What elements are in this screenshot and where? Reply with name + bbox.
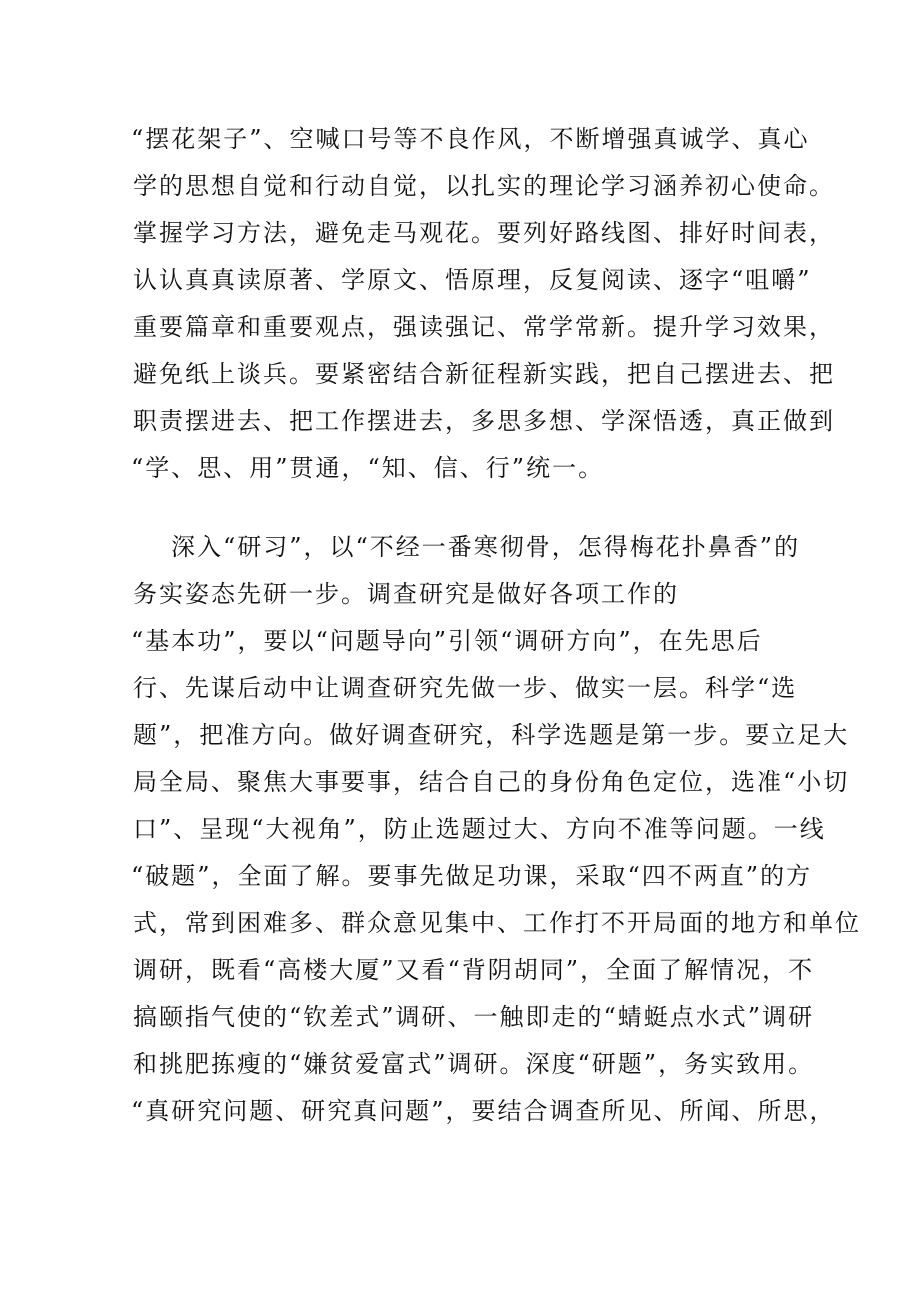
text-line: 重要篇章和重要观点，强读强记、常学常新。提升学习效果， <box>133 313 835 341</box>
text-line: 务实姿态先研一步。调查研究是做好各项工作的 <box>133 580 679 608</box>
text-line: 调研，既看“高楼大厦”又看“背阴胡同”，全面了解情况，不 <box>133 956 815 984</box>
text-line: “破题”，全面了解。要事先做足功课，采取“四不两直”的方 <box>131 862 813 890</box>
text-line: 深入“研习”，以“不经一番寒彻骨，怎得梅花扑鼻香”的 <box>171 533 801 561</box>
text-line: 避免纸上谈兵。要紧密结合新征程新实践，把自己摆进去、把 <box>133 360 835 388</box>
text-line: “学、思、用”贯通，“知、信、行”统一。 <box>131 454 605 482</box>
text-line: “摆花架子”、空喊口号等不良作风，不断增强真诚学、真心 <box>131 125 810 153</box>
text-line: 口”、呈现“大视角”，防止选题过大、方向不准等问题。一线 <box>133 815 826 843</box>
text-line: 局全局、聚焦大事要事，结合自己的身份角色定位，选准“小切 <box>133 768 850 796</box>
text-line: “基本功”，要以“问题导向”引领“调研方向”，在先思后 <box>131 627 763 655</box>
text-line: 认认真真读原著、学原文、悟原理，反复阅读、逐字“咀嚼” <box>133 266 812 294</box>
text-line: “真研究问题、研究真问题”，要结合调查所见、所闻、所思， <box>131 1097 836 1125</box>
text-line: 搞颐指气使的“钦差式”调研、一触即走的“蜻蜓点水式”调研 <box>133 1003 815 1031</box>
text-line: 掌握学习方法，避免走马观花。要列好路线图、排好时间表， <box>133 219 835 247</box>
text-line: 式，常到困难多、群众意见集中、工作打不开局面的地方和单位 <box>133 909 861 937</box>
text-line: 题”，把准方向。做好调查研究，科学选题是第一步。要立足大 <box>133 721 850 749</box>
text-line: 学的思想自觉和行动自觉，以扎实的理论学习涵养初心使命。 <box>133 172 835 200</box>
text-line: 和挑肥拣瘦的“嫌贫爱富式”调研。深度“研题”，务实致用。 <box>133 1050 815 1078</box>
text-line: 职责摆进去、把工作摆进去，多思多想、学深悟透，真正做到 <box>133 407 835 435</box>
text-line: 行、先谋后动中让调查研究先做一步、做实一层。科学“选 <box>133 674 798 702</box>
